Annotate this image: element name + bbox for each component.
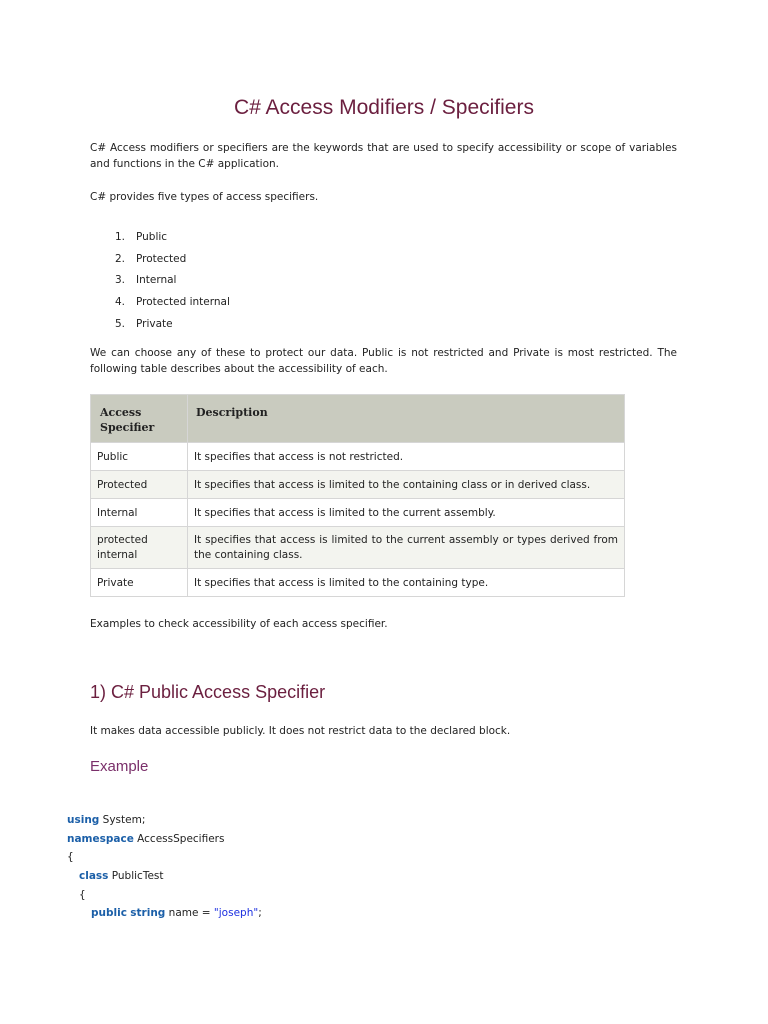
list-number: 5. [114,318,125,331]
list-label: Public [136,230,168,243]
intro-paragraph: C# Access modifiers or specifiers are the keywords that are used to specify accessibility or scope of variables and functions in the C# application. [90,142,677,170]
table-row [91,499,625,527]
list-item [90,248,230,270]
list-item [90,291,230,313]
cell-specifier: Internal [91,499,188,527]
list-item [90,270,230,292]
cell-description: It specifies that access is limited to the containing class or in derived class. [188,471,625,499]
list-number: 1. [114,230,125,243]
code-line [67,811,262,830]
code-keyword: string [130,907,166,920]
table-row [91,527,625,569]
code-text: { [67,851,74,864]
code-text: AccessSpecifiers [133,832,225,845]
code-text: ; [258,907,262,920]
cell-description: It specifies that access is limited to the containing type. [188,569,625,597]
section-heading: 1) C# Public Access Specifier [90,682,326,702]
code-line [67,867,262,886]
cell-description: It specifies that access is limited to the current assembly. [188,499,625,527]
code-line [67,904,262,923]
code-line [67,830,262,849]
access-types-list [90,226,230,335]
table-header-row [91,395,625,443]
code-keyword: namespace [67,832,134,845]
section-paragraph: It makes data accessible publicly. It does not restrict data to the declared block. [90,725,511,737]
code-keyword: class [79,870,109,883]
code-line [67,886,262,905]
cell-description: It specifies that access is limited to the current assembly or types derived from the containing class. [188,527,625,569]
types-intro: C# provides five types of access specifiers. [90,191,319,203]
cell-specifier: Protected [91,471,188,499]
table-row [91,471,625,499]
list-label: Protected internal [136,296,230,309]
list-item [90,226,230,248]
table-row [91,569,625,597]
list-item [90,313,230,335]
code-text: System; [99,814,146,826]
examples-paragraph: Examples to check accessibility of each access specifier. [90,618,388,630]
list-number: 3. [114,274,125,287]
code-keyword: using [67,814,100,826]
example-heading: Example [90,758,149,775]
list-label: Protected [136,252,187,265]
list-number: 4. [114,296,125,309]
code-text: PublicTest [108,870,164,883]
code-text: name = [165,907,214,920]
code-keyword: public [91,907,127,920]
header-specifier: Access Specifier [91,395,188,443]
header-description: Description [188,395,625,443]
cell-specifier: Private [91,569,188,597]
list-label: Internal [136,274,177,287]
list-label: Private [136,318,173,331]
code-text: { [79,888,86,901]
cell-specifier: protected internal [91,527,188,569]
cell-description: It specifies that access is not restricted. [188,443,625,471]
code-block [67,811,262,923]
code-string: "joseph" [213,907,259,920]
cell-specifier: Public [91,443,188,471]
code-line [67,848,262,867]
list-number: 2. [114,252,125,265]
access-specifier-table [90,394,625,597]
table-row [91,443,625,471]
page-title: C# Access Modifiers / Specifiers [234,96,534,119]
choose-paragraph: We can choose any of these to protect our data. Public is not restricted and Private is most restricted. The following table describes about the accessibility of each. [90,347,677,375]
